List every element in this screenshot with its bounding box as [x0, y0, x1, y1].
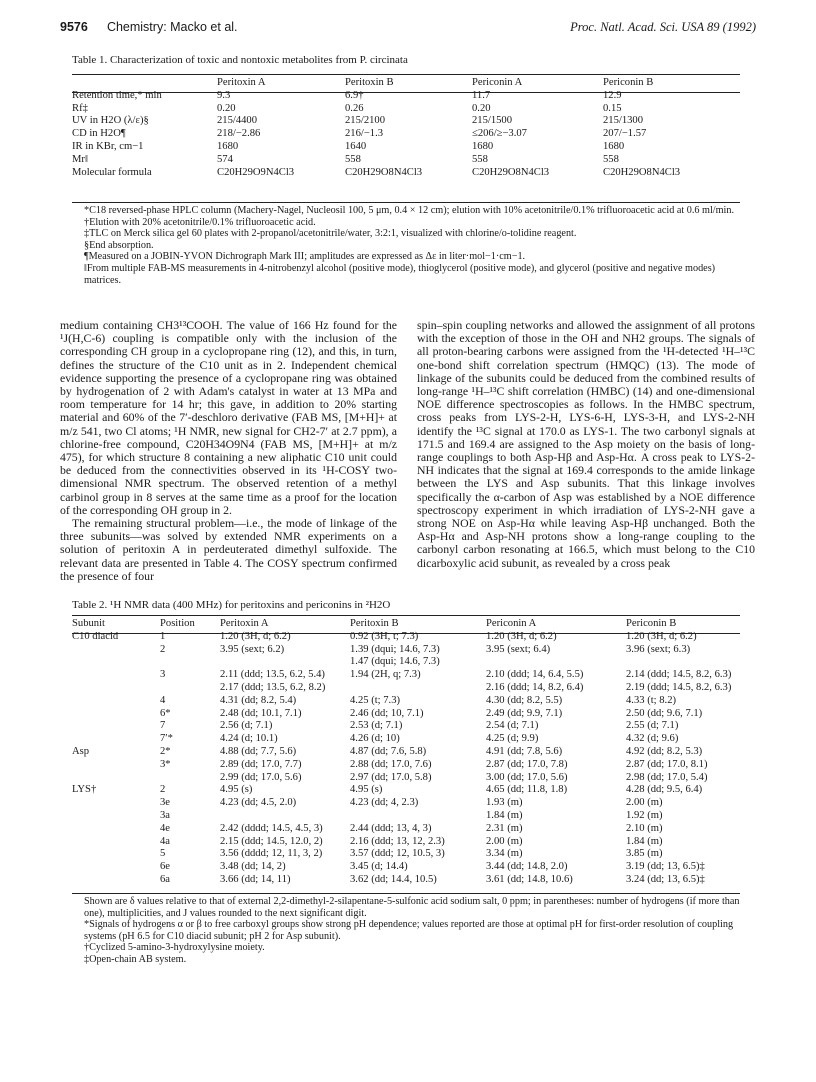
table2-cell: 1.84 (m) — [626, 835, 663, 847]
table1-cell: C20H29O9N4Cl3 — [217, 166, 295, 178]
table2-cell: 2.00 (m) — [626, 797, 663, 809]
table2-cell: 2.53 (d; 7.1) — [350, 720, 403, 732]
table2-cell: 2.19 (ddd; 14.5, 8.2, 6.3) — [626, 681, 732, 693]
table1-cell: 558 — [472, 153, 488, 165]
table2-cell: 2.54 (d; 7.1) — [486, 720, 539, 732]
body-paragraph: spin–spin coupling networks and allowed the assignment of all protons with the exception of those in the OH and NH2 groups. The signals of all proton-bearing carbons were assigned from the ¹H-detected ¹H–¹³C one-bond shift correlation spectrum (HMQC) (13). The mode of linkage of the subunits could be deduced from the combined results of long-range ¹H–¹³C shift correlation (HMBC) (14) and one-dimensional NOE difference spectroscopies as follows. In the HMBC spectrum, cross peaks from LYS-2-H, LYS-6-H, LYS-3-H, and LYS-2-NH identify the ¹³C signal at 170.0 as LYS-1. The two carbonyl signals at 171.5 and 169.4 are assigned to the Asp moiety on the basis of long-range couplings to both Asp-Hβ and Asp-Hα. A cross peak to LYS-2-NH indicates that the signal at 169.4 corresponds to the amide linkage between the LYS and Asp subunits. That this linkage involves specifically the α-carbon of Asp was established by a NOE difference spectroscopy experiment in which irradiation of LYS-2-NH gave a strong NOE on Asp-Hα while leaving Asp-Hβ unchanged. Both the Asp-Hα and Asp-NH protons show a long-range coupling to the carbonyl carbon resonating at 166.5, which must belong to the C10 dicarboxylic acid subunit, as revealed by a cross peak — [417, 318, 755, 570]
table2-cell: 0.92 (3H, t; 7.3) — [350, 630, 419, 642]
table1-col-header — [72, 77, 217, 90]
table2-cell: 1.84 (m) — [486, 809, 523, 821]
table2-cell: 3.95 (sext; 6.2) — [220, 643, 285, 655]
table1-cell: 0.15 — [603, 102, 622, 114]
table1-cell: C20H29O8N4Cl3 — [472, 166, 550, 178]
table2-cell: 2.10 (ddd; 14, 6.4, 5.5) — [486, 669, 584, 681]
table1-cell: 1680 — [217, 140, 239, 152]
table2-cell: 2.31 (m) — [486, 822, 523, 834]
table2-header-rule — [72, 633, 740, 634]
table2-cell: 4.95 (s) — [220, 784, 253, 796]
table2-row — [72, 823, 740, 836]
table2-cell: 2.00 (m) — [486, 835, 523, 847]
table2-cell: 4a — [160, 835, 170, 847]
table2-cell: 2.46 (dd; 10, 7.1) — [350, 707, 424, 719]
table1-row — [72, 128, 740, 141]
table2-cell — [72, 861, 160, 874]
body-paragraph: The remaining structural problem—i.e., the mode of linkage of the three subunits—was solved by extended NMR experiments on a solution of peritoxin A in perdeuterated dimethyl sulfoxide. The relevant data are presented in Table 4. The COSY spectrum confirmed the presence of four — [60, 516, 397, 583]
table2-cell: LYS† — [72, 784, 97, 796]
table1-cell: 218/−2.86 — [217, 128, 261, 140]
table2-col-header: Periconin B — [626, 618, 677, 629]
table2-cell: 7 — [160, 720, 166, 732]
table1-cell: 215/1500 — [472, 115, 513, 127]
table2-cell: Asp — [72, 745, 90, 757]
table1-cell: 558 — [603, 153, 619, 165]
table2-cell: 2.17 (ddd; 13.5, 6.2, 8.2) — [220, 681, 326, 693]
table1-cell: 0.26 — [345, 102, 364, 114]
table2-cell: 3.96 (sext; 6.3) — [626, 643, 691, 655]
journal-citation: Proc. Natl. Acad. Sci. USA 89 (1992) — [570, 20, 756, 34]
table2-cell: 6e — [160, 861, 170, 873]
table1-header-row — [72, 77, 740, 90]
table2-col-header: Position — [160, 618, 195, 629]
table2-cell — [72, 695, 160, 708]
table2-cell: 1.20 (3H, d; 6.2) — [626, 630, 697, 642]
table2-header-row — [72, 618, 740, 631]
table1-cell: 558 — [345, 153, 361, 165]
table2-cell — [72, 848, 160, 861]
table2-cell: 3.19 (dd; 13, 6.5)‡ — [626, 861, 705, 873]
table2-cell: 2.88 (dd; 17.0, 7.6) — [350, 758, 432, 770]
table1-footnote: ¶Measured on a JOBIN-YVON Dichrograph Mark III; amplitudes are expressed as Δε in liter·mol−1·cm−1. — [84, 251, 526, 263]
table2-row — [72, 644, 740, 657]
table2-cell: 3e — [160, 797, 170, 809]
table2-cell: 4 — [160, 694, 166, 706]
table2-col-header: Subunit — [72, 618, 105, 629]
table2-cell: 6* — [160, 707, 171, 719]
table2-caption: Table 2. ¹H NMR data (400 MHz) for peritoxins and periconins in ²H2O — [72, 599, 391, 611]
table1-row — [72, 167, 740, 180]
table2-cell: 4.92 (dd; 8.2, 5.3) — [626, 745, 703, 757]
table2-col-header: Periconin A — [486, 618, 537, 629]
table2-cell: 3.44 (dd; 14.8, 2.0) — [486, 861, 568, 873]
table1-footnote: ‡TLC on Merck silica gel 60 plates with 2-propanol/acetonitrile/water, 3:2:1, visualized with chlorine/o-tolidine reagent. — [84, 228, 577, 240]
table2-cell: 1.47 (dqui; 14.6, 7.3) — [350, 656, 440, 668]
table2-cell: 2.15 (ddd; 14.5, 12.0, 2) — [220, 835, 323, 847]
table1-cell: 215/2100 — [345, 115, 386, 127]
table2-col-header: Peritoxin B — [350, 618, 399, 629]
table2-row — [72, 682, 740, 695]
table2-cell: 4.95 (s) — [350, 784, 383, 796]
body-paragraph: medium containing CH3¹³COOH. The value of 166 Hz found for the ¹J(H,C-6) coupling is compatible only with the inclusion of the corresponding CH group in a cyclopropane ring (12), and this, in turn, defines the structure of the C10 unit as in 2. Independent chemical evidence supporting the presence of a cyclopropane ring was obtained by hydrogenation of 2 with Adam's catalyst in water at 13 MPa and room temperature for 14 hr; this gave, in addition to 20% starting material and 60% of the 7′-deschloro derivative (FAB MS, [M+H]+ at m/z 541, two Cl atoms; ¹H NMR, new signal for CH2-7′ at 2.7 ppm), a chlorine-free compound, C20H34O9N4 (FAB MS, [M+H]+ at m/z 475), for which structure 8 containing a new aliphatic C10 unit could be deduced from the connectivities observed in its ¹H-COSY two-dimensional NMR spectrum. The observed retention of a methyl carbinol group in 8 serves at the same time as a proof for the location of the corresponding OH group in 2. — [60, 318, 397, 517]
table1-cell: IR in KBr, cm−1 — [72, 140, 144, 152]
table1-footnotes — [84, 205, 740, 286]
table2 — [72, 618, 740, 887]
table2-cell: 4.23 (dd; 4, 2.3) — [350, 797, 419, 809]
table2-cell — [160, 682, 220, 695]
table1-footnote: †Elution with 20% acetonitrile/0.1% trifluoroacetic acid. — [84, 216, 316, 228]
table2-cell — [350, 682, 486, 695]
table2-cell: 2* — [160, 745, 171, 757]
table2-cell: 4.88 (dd; 7.7, 5.6) — [220, 745, 297, 757]
table2-cell: 4.25 (t; 7.3) — [350, 694, 401, 706]
table2-cell: 3.62 (dd; 14.4, 10.5) — [350, 873, 437, 885]
table2-cell: 2.11 (ddd; 13.5, 6.2, 5.4) — [220, 669, 325, 681]
table1-cell: 0.20 — [472, 102, 491, 114]
table2-row — [72, 784, 740, 797]
table1-cell: 574 — [217, 153, 233, 165]
table2-cell: 4.28 (dd; 9.5, 6.4) — [626, 784, 703, 796]
table1-cell: C20H29O8N4Cl3 — [345, 166, 423, 178]
table2-row — [72, 861, 740, 874]
running-header — [60, 20, 756, 36]
table1-cell: 215/4400 — [217, 115, 258, 127]
table1-footnote: §End absorption. — [84, 239, 154, 251]
table2-cell: 2.42 (dddd; 14.5, 4.5, 3) — [220, 822, 323, 834]
table1-cell: 216/−1.3 — [345, 128, 384, 140]
table2-cell: 3* — [160, 758, 171, 770]
body-right-column — [417, 319, 755, 570]
table1-cell: CD in H2O¶ — [72, 128, 126, 140]
body-left-column — [60, 319, 397, 583]
table2-footnote: *Signals of hydrogens α or β to free carboxyl groups show strong pH dependence; values reported are those at optimal pH for first-order resolution of coupling systems (pH 6.5 for C10 diacid subunit; pH 2 for Asp subunit). — [84, 919, 734, 942]
table2-cell — [160, 656, 220, 669]
table1-row — [72, 115, 740, 128]
table2-cell: 1 — [160, 630, 166, 642]
table2-cell — [72, 797, 160, 810]
table2-cell — [72, 874, 160, 887]
table2-cell: 4.24 (d; 10.1) — [220, 733, 278, 745]
table1-cell: Retention time,* min — [72, 89, 162, 101]
table1-cell: UV in H2O (λ/ε)§ — [72, 115, 149, 127]
table2-cell — [72, 708, 160, 721]
table2-col-header: Peritoxin A — [220, 618, 269, 629]
table2-cell — [72, 772, 160, 785]
table1-cell: 215/1300 — [603, 115, 644, 127]
table2-cell — [220, 656, 350, 669]
table2-footnote: ‡Open-chain AB system. — [84, 953, 187, 965]
table1-cell: ≤206/≥−3.07 — [472, 128, 527, 140]
table1-row — [72, 103, 740, 116]
table2-cell — [160, 772, 220, 785]
table2-cell: 4.26 (d; 10) — [350, 733, 400, 745]
table2-cell: 2.14 (ddd; 14.5, 8.2, 6.3) — [626, 669, 732, 681]
table1-cell: 207/−1.57 — [603, 128, 647, 140]
table2-cell: 1.20 (3H, d; 6.2) — [486, 630, 557, 642]
table2-cell — [220, 810, 350, 823]
table2-cell — [350, 810, 486, 823]
table2-cell: 3.95 (sext; 6.4) — [486, 643, 551, 655]
table2-top-rule — [72, 615, 740, 616]
table2-cell: 3.61 (dd; 14.8, 10.6) — [486, 873, 573, 885]
table2-cell — [72, 720, 160, 733]
table1-cell: 12.9 — [603, 89, 622, 101]
table2-cell — [72, 669, 160, 682]
table2-cell: 2 — [160, 784, 166, 796]
table2-row — [72, 708, 740, 721]
table2-cell: 2.55 (d; 7.1) — [626, 720, 679, 732]
table2-cell — [72, 733, 160, 746]
table2-row — [72, 733, 740, 746]
table2-cell: 2.98 (dd; 17.0, 5.4) — [626, 771, 708, 783]
table1-row — [72, 154, 740, 167]
table2-row — [72, 669, 740, 682]
table2-cell: 1.20 (3H, d; 6.2) — [220, 630, 291, 642]
table1-cell: 11.7 — [472, 89, 491, 101]
header-left — [60, 20, 238, 35]
table1-header-rule — [72, 92, 740, 93]
table2-cell: 2.16 (ddd; 13, 12, 2.3) — [350, 835, 445, 847]
table2-row — [72, 772, 740, 785]
table2-cell: 2.89 (dd; 17.0, 7.7) — [220, 758, 302, 770]
table1-cell: Molecular formula — [72, 166, 152, 178]
table1-col-header: Peritoxin A — [217, 77, 266, 88]
table2-cell: 3.56 (dddd; 12, 11, 3, 2) — [220, 848, 323, 860]
table1-cell: 1640 — [345, 140, 367, 152]
table2-footnote: Shown are δ values relative to that of external 2,2-dimethyl-2-silapentane-5-sulfonic acid sodium salt, 0 ppm; in parentheses: number of hydrogens (if more than one), multiplicities, and J values rounded to the next significant digit. — [84, 896, 740, 919]
table1-cell: Rf‡ — [72, 102, 88, 114]
table2-cell: 3.24 (dd; 13, 6.5)‡ — [626, 873, 705, 885]
table1-col-header: Peritoxin B — [345, 77, 394, 88]
table2-cell — [72, 759, 160, 772]
table2-cell: 2.50 (dd; 9.6, 7.1) — [626, 707, 703, 719]
table2-cell: 2 — [160, 643, 166, 655]
table2-cell — [626, 656, 740, 669]
table2-footnotes — [84, 896, 740, 966]
table2-cell: 2.48 (dd; 10.1, 7.1) — [220, 707, 302, 719]
table1-cell: 9.3 — [217, 89, 231, 101]
table2-cell: 2.10 (m) — [626, 822, 663, 834]
table2-cell: 3.57 (ddd; 12, 10.5, 3) — [350, 848, 445, 860]
table2-cell: 3.00 (dd; 17.0, 5.6) — [486, 771, 568, 783]
table2-cell — [72, 644, 160, 657]
table2-cell: 4.25 (d; 9.9) — [486, 733, 539, 745]
table2-cell: 4.32 (d; 9.6) — [626, 733, 679, 745]
table2-cell: 4.91 (dd; 7.8, 5.6) — [486, 745, 563, 757]
table2-cell: 4.30 (dd; 8.2, 5.5) — [486, 694, 563, 706]
table2-cell: 3 — [160, 669, 166, 681]
table2-cell: 6a — [160, 873, 170, 885]
table2-row — [72, 695, 740, 708]
table1-top-rule — [72, 74, 740, 75]
table2-cell: 1.39 (dqui; 14.6, 7.3) — [350, 643, 440, 655]
table2-cell: 2.16 (ddd; 14, 8.2, 6.4) — [486, 681, 584, 693]
table2-cell: 4.31 (dd; 8.2, 5.4) — [220, 694, 297, 706]
table2-cell — [72, 836, 160, 849]
table2-cell: 3.34 (m) — [486, 848, 523, 860]
table2-cell — [486, 656, 626, 669]
table1-cell: Mr‖ — [72, 153, 88, 165]
table1-col-header: Periconin B — [603, 77, 654, 88]
table2-cell: 1.92 (m) — [626, 809, 663, 821]
table1-cell: C20H29O8N4Cl3 — [603, 166, 681, 178]
table2-cell: 7′* — [160, 733, 173, 745]
table2-cell: 4.23 (dd; 4.5, 2.0) — [220, 797, 297, 809]
table2-row — [72, 759, 740, 772]
table1-caption: Table 1. Characterization of toxic and nontoxic metabolites from P. circinata — [72, 54, 408, 66]
table2-row — [72, 720, 740, 733]
table2-row — [72, 797, 740, 810]
table1-cell: 1680 — [472, 140, 494, 152]
table2-footnote: †Cyclized 5-amino-3-hydroxylysine moiety. — [84, 942, 265, 954]
table2-row — [72, 810, 740, 823]
table2-cell: 4e — [160, 822, 170, 834]
table1-cell: 6.9† — [345, 89, 364, 101]
table2-cell: 4.65 (dd; 11.8, 1.8) — [486, 784, 568, 796]
table1-col-header: Periconin A — [472, 77, 523, 88]
page-number: 9576 — [60, 20, 88, 34]
table2-cell — [72, 656, 160, 669]
table2-cell — [72, 682, 160, 695]
table2-cell: 3.45 (d; 14.4) — [350, 861, 408, 873]
table2-cell — [72, 810, 160, 823]
table1-cell: 1680 — [603, 140, 625, 152]
table2-cell: 1.94 (2H, q; 7.3) — [350, 669, 421, 681]
table1-footnote: *C18 reversed-phase HPLC column (Machery-Nagel, Nucleosil 100, 5 μm, 0.4 × 12 cm); elution with 10% acetonitrile/0.1% trifluoroacetic acid at 0.6 ml/min. — [84, 205, 735, 216]
table2-cell: 2.87 (dd; 17.0, 7.8) — [486, 758, 568, 770]
table2-cell: 4.87 (dd; 7.6, 5.8) — [350, 745, 427, 757]
table2-cell: 1.93 (m) — [486, 797, 523, 809]
table2-cell: 3a — [160, 809, 170, 821]
table2-cell: 5 — [160, 848, 166, 860]
table2-cell: C10 diacid — [72, 630, 119, 642]
table1-bottom-rule — [72, 202, 740, 203]
table2-cell: 2.87 (dd; 17.0, 8.1) — [626, 758, 708, 770]
table2-row — [72, 848, 740, 861]
table2-cell: 3.66 (dd; 14, 11) — [220, 873, 291, 885]
table1-cell: 0.20 — [217, 102, 236, 114]
table1-row — [72, 141, 740, 154]
table2-cell: 3.48 (dd; 14, 2) — [220, 861, 286, 873]
table2-cell: 2.97 (dd; 17.0, 5.8) — [350, 771, 432, 783]
table2-row — [72, 746, 740, 759]
table2-bottom-rule — [72, 893, 740, 894]
table2-cell: 2.99 (dd; 17.0, 5.6) — [220, 771, 302, 783]
table2-cell: 2.56 (d; 7.1) — [220, 720, 273, 732]
table2-cell: 4.33 (t; 8.2) — [626, 694, 677, 706]
table1-footnote: ‖From multiple FAB-MS measurements in 4-nitrobenzyl alcohol (positive mode), thioglycerol (positive mode), and glycerol (positive and negative modes) matrices. — [84, 262, 716, 286]
table2-cell: 2.49 (dd; 9.9, 7.1) — [486, 707, 563, 719]
table2-cell: 3.85 (m) — [626, 848, 663, 860]
table2-cell — [72, 823, 160, 836]
table2-row — [72, 836, 740, 849]
section-title: Chemistry: Macko et al. — [106, 20, 238, 34]
table2-cell: 2.44 (ddd; 13, 4, 3) — [350, 822, 432, 834]
table2-row — [72, 874, 740, 887]
table2-row — [72, 656, 740, 669]
